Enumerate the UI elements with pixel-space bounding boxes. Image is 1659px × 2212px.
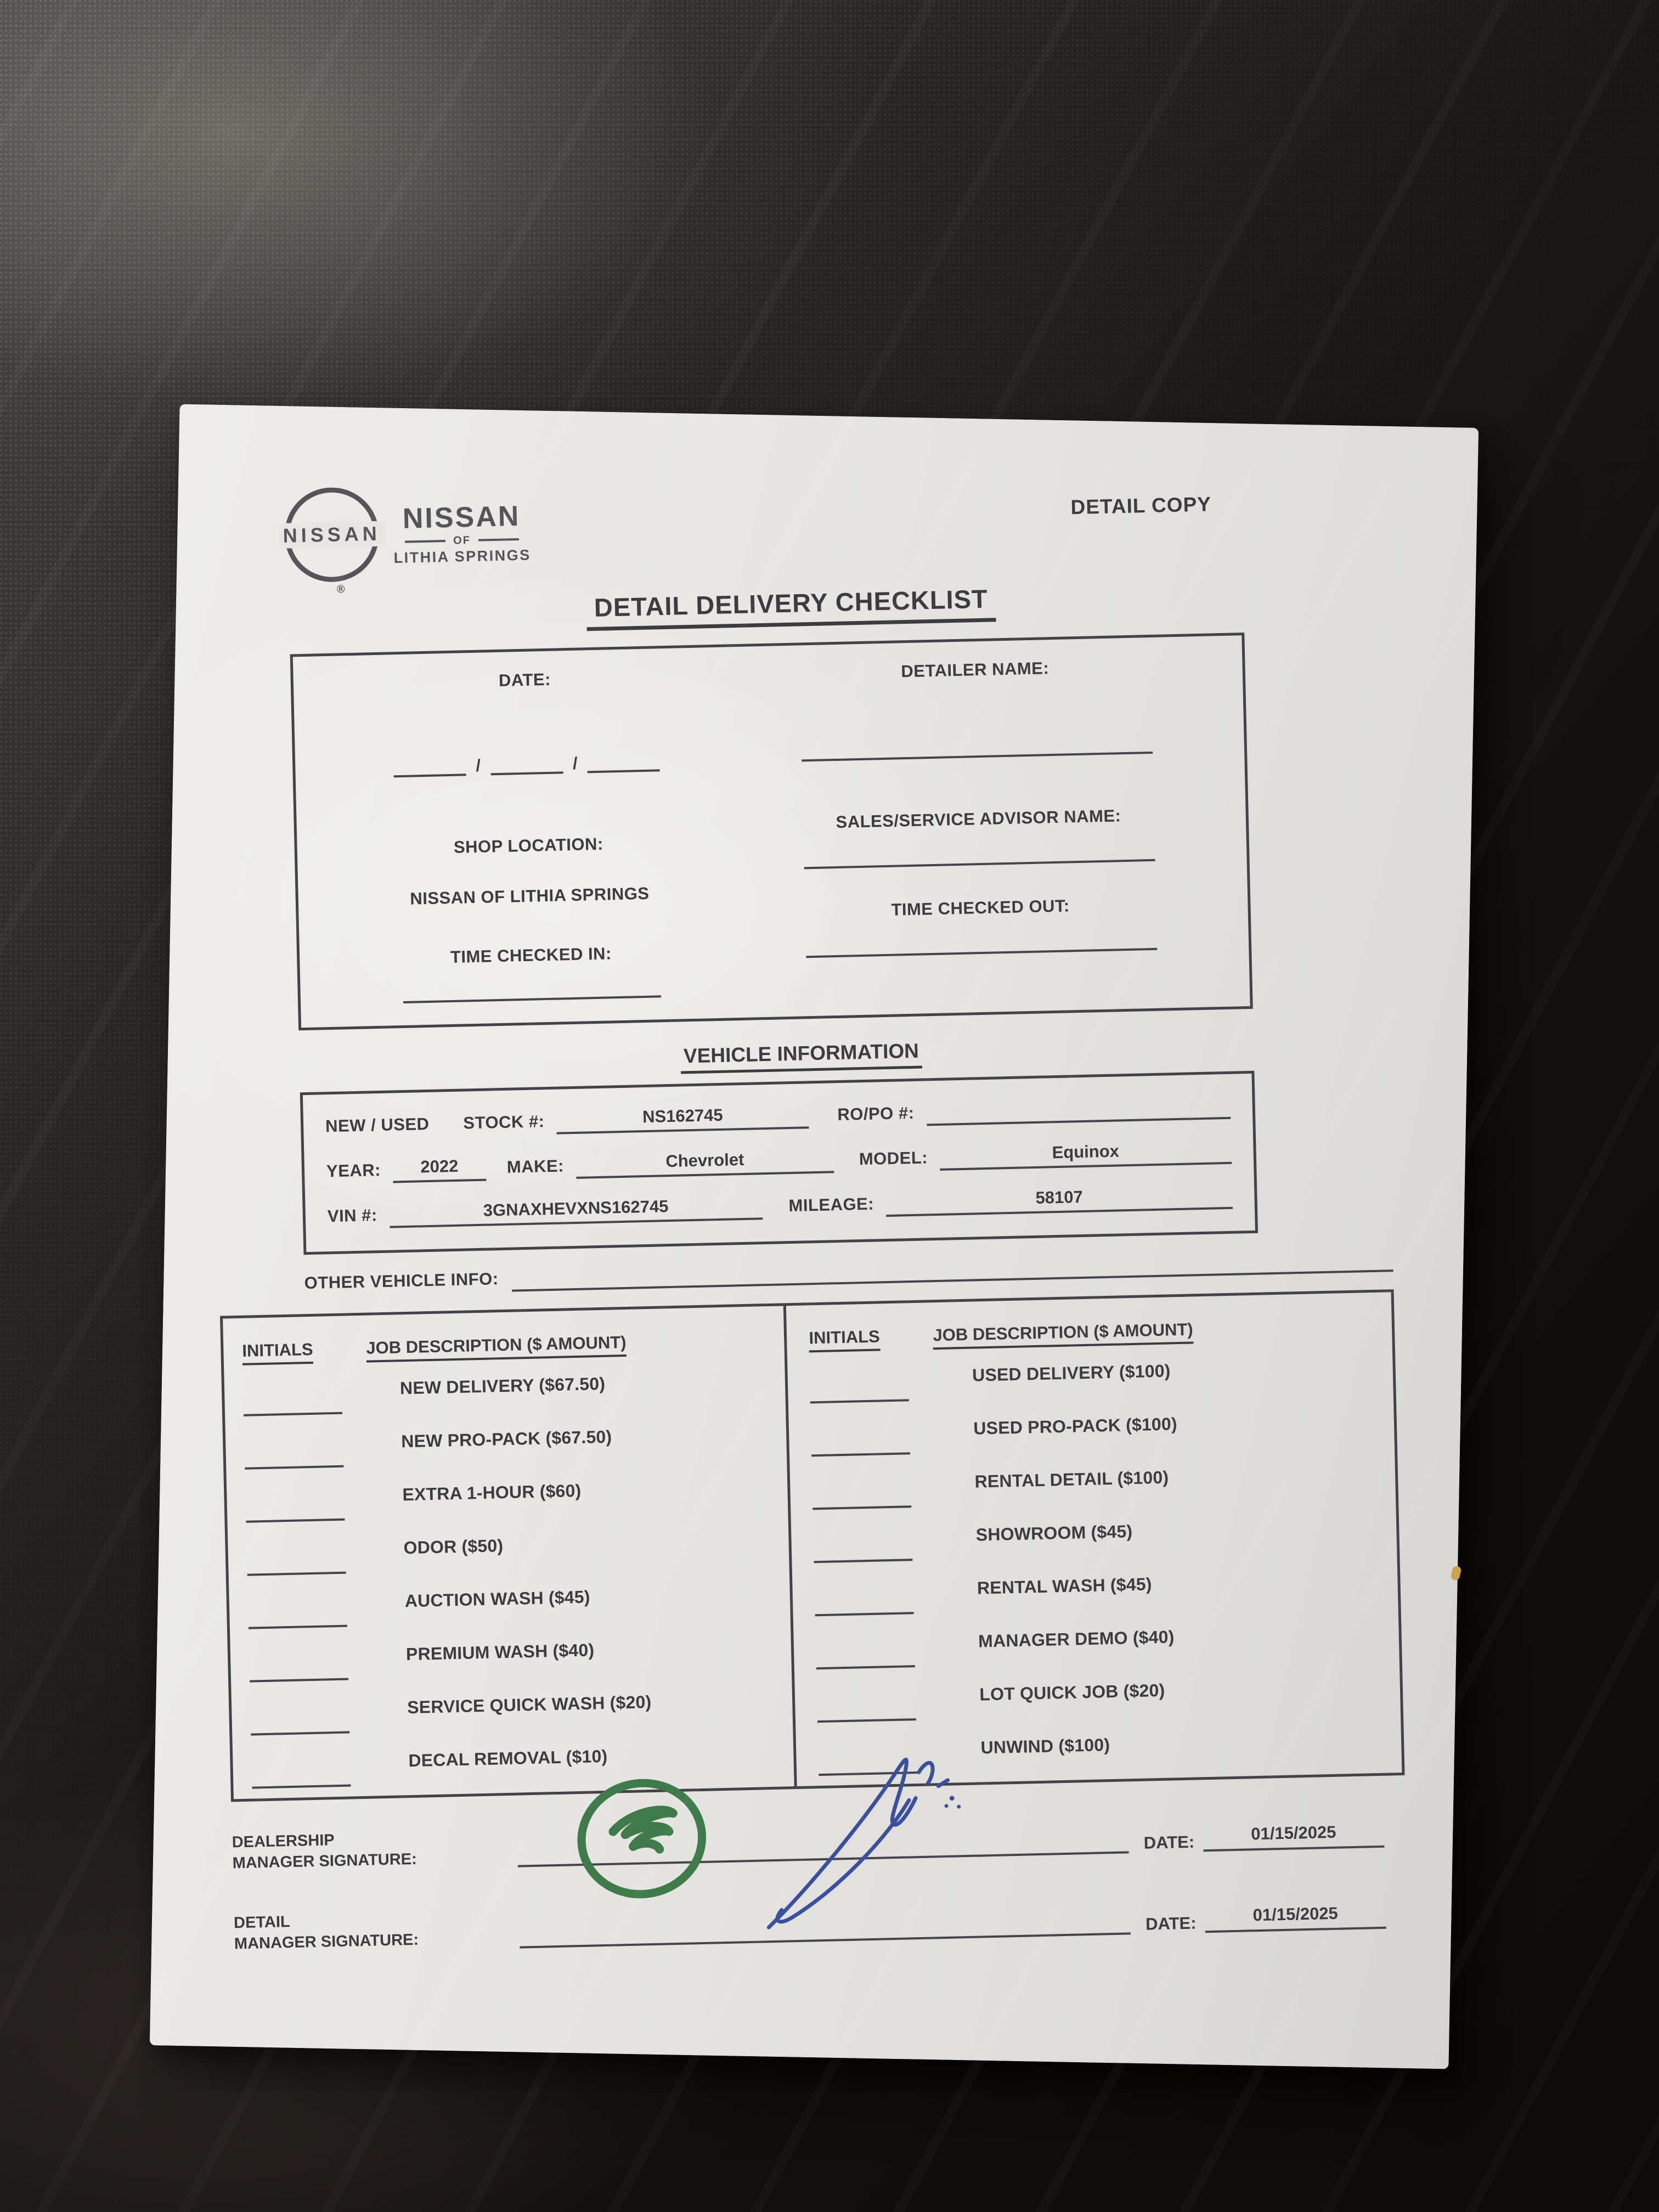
dealership-label-line1: DEALERSHIP [232, 1831, 335, 1852]
job-item-label: ODOR ($50) [403, 1536, 504, 1558]
year-field: 2022 [392, 1156, 486, 1183]
wordmark-lithia-springs: LITHIA SPRINGS [393, 546, 532, 566]
job-item-label: UNWIND ($100) [980, 1735, 1110, 1758]
nissan-logo [283, 483, 532, 596]
model-label: MODEL: [859, 1148, 928, 1169]
dealership-date-label: DATE: [1143, 1832, 1195, 1853]
initials-field [811, 1452, 910, 1457]
dealership-signature-field [518, 1847, 1129, 1867]
vehicle-row-3 [327, 1184, 1233, 1229]
detail-date-label: DATE: [1145, 1913, 1197, 1934]
header-right-column [732, 654, 1226, 996]
initials-field [815, 1612, 914, 1616]
vin-field: 3GNAXHEVXNS162745 [389, 1194, 763, 1228]
job-item-label: USED PRO-PACK ($100) [973, 1414, 1178, 1438]
job-item-label: EXTRA 1-HOUR ($60) [402, 1480, 582, 1505]
advisor-name-field [804, 856, 1155, 870]
ropo-number-field [927, 1114, 1231, 1126]
job-item-label: NEW DELIVERY ($67.50) [399, 1373, 606, 1398]
job-description-header: JOB DESCRIPTION ($ AMOUNT) [366, 1333, 627, 1363]
time-checked-in-field [403, 992, 661, 1003]
new-used-label: NEW / USED [325, 1114, 430, 1136]
vehicle-info-box [300, 1071, 1258, 1255]
vehicle-info-heading-text: VEHICLE INFORMATION [680, 1040, 923, 1074]
mileage-label: MILEAGE: [788, 1194, 874, 1216]
time-checked-out-field [806, 945, 1157, 958]
form-content [201, 464, 1408, 1955]
model-field: Equinox [940, 1139, 1232, 1171]
form-title-text: DETAIL DELIVERY CHECKLIST [586, 583, 996, 631]
mileage-field: 58107 [886, 1184, 1233, 1217]
detail-date-value: 01/15/2025 [1252, 1903, 1339, 1925]
nissan-badge-icon [283, 487, 381, 596]
job-item-label: SHOWROOM ($45) [975, 1521, 1133, 1545]
initials-header: INITIALS [809, 1327, 880, 1352]
detailer-name-field [802, 748, 1153, 762]
detail-copy-label: DETAIL COPY [1070, 493, 1212, 519]
detail-signature-label [234, 1907, 520, 1955]
detail-label-line2: MANAGER SIGNATURE: [234, 1931, 419, 1953]
initials-field [250, 1678, 348, 1683]
dealership-date-value: 01/15/2025 [1250, 1822, 1336, 1844]
checklist-right-column [783, 1292, 1402, 1786]
date-day-field [490, 768, 563, 775]
year-label: YEAR: [326, 1160, 381, 1181]
dealership-date-field [1203, 1819, 1384, 1852]
initials-field [813, 1505, 912, 1510]
shop-location-value: NISSAN OF LITHIA SPRINGS [409, 883, 650, 909]
initials-field [249, 1625, 347, 1629]
dealership-signature-label [232, 1826, 518, 1874]
job-item-label: USED DELIVERY ($100) [972, 1361, 1171, 1385]
other-vehicle-info-field [512, 1266, 1393, 1291]
debris-speck [1450, 1565, 1462, 1581]
initials-field [816, 1665, 915, 1669]
job-item-label: PREMIUM WASH ($40) [405, 1640, 595, 1664]
vin-label: VIN #: [327, 1205, 378, 1226]
date-blanks [393, 752, 660, 777]
header-left-column [318, 665, 740, 1005]
job-description-header: JOB DESCRIPTION ($ AMOUNT) [933, 1319, 1193, 1350]
initials-field [246, 1519, 345, 1523]
paper-sheet [150, 404, 1479, 2069]
advisor-name-label: SALES/SERVICE ADVISOR NAME: [836, 806, 1121, 832]
wordmark-nissan: NISSAN [402, 500, 521, 535]
initials-field [252, 1784, 351, 1788]
job-item-label: RENTAL DETAIL ($100) [974, 1467, 1169, 1492]
other-vehicle-info-row [219, 1249, 1393, 1299]
job-item-label: NEW PRO-PACK ($67.50) [400, 1426, 612, 1452]
dealer-wordmark [393, 501, 531, 566]
job-item-label: SERVICE QUICK WASH ($20) [407, 1692, 652, 1718]
job-item-label: RENTAL WASH ($45) [977, 1574, 1153, 1598]
date-year-field [588, 766, 660, 773]
initials-field [251, 1731, 349, 1736]
stock-number-label: STOCK #: [463, 1111, 545, 1133]
vehicle-row-1 [325, 1094, 1231, 1139]
dealership-label-line2: MANAGER SIGNATURE: [232, 1850, 417, 1872]
header-info-box [290, 633, 1253, 1030]
job-item-label: MANAGER DEMO ($40) [978, 1627, 1175, 1651]
wordmark-of: OF [453, 534, 471, 547]
initials-field [814, 1559, 913, 1563]
ropo-number-label: RO/PO #: [837, 1103, 915, 1125]
time-checked-in-label: TIME CHECKED IN: [450, 944, 612, 967]
dealership-signature-row [232, 1807, 1384, 1874]
initials-header: INITIALS [242, 1340, 313, 1365]
detailer-name-label: DETAILER NAME: [900, 658, 1049, 681]
make-label: MAKE: [506, 1156, 565, 1177]
date-label: DATE: [498, 669, 551, 690]
date-slash: / [572, 753, 578, 773]
registered-mark: ® [336, 583, 345, 596]
date-slash: / [475, 755, 481, 775]
initials-field [244, 1412, 342, 1417]
green-circled-initial-mark [568, 1769, 716, 1912]
shop-location-label: SHOP LOCATION: [453, 834, 604, 857]
stock-number-field: NS162745 [556, 1103, 809, 1134]
initials-field [245, 1465, 343, 1470]
make-field: Chevrolet [576, 1148, 834, 1179]
wordmark-of-row [405, 533, 519, 547]
initials-field [810, 1399, 909, 1403]
detail-label-line1: DETAIL [233, 1913, 291, 1932]
job-item-label: AUCTION WASH ($45) [404, 1587, 591, 1611]
blue-pen-signature [701, 1717, 1013, 1944]
detail-date-field [1205, 1900, 1386, 1933]
nissan-badge-text: NISSAN [278, 521, 385, 549]
wordmark-bar-right [478, 538, 519, 541]
job-item-label: LOT QUICK JOB ($20) [979, 1680, 1165, 1705]
other-vehicle-info-label: OTHER VEHICLE INFO: [304, 1269, 499, 1293]
job-item-label: DECAL REMOVAL ($10) [408, 1746, 608, 1771]
vehicle-row-2 [326, 1139, 1232, 1184]
time-checked-out-label: TIME CHECKED OUT: [891, 896, 1070, 919]
signature-section [232, 1806, 1408, 1955]
initials-field [247, 1572, 346, 1576]
wordmark-bar-left [405, 539, 445, 543]
date-month-field [394, 770, 466, 777]
